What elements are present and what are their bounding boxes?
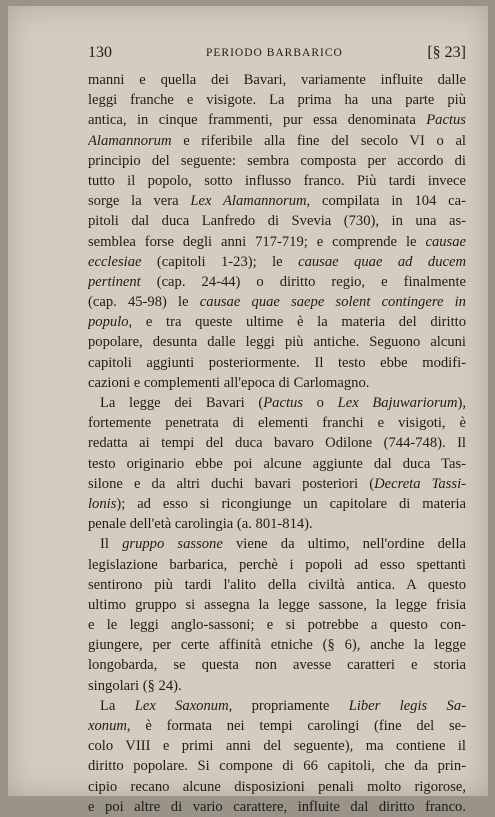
text-line: semblea forse degli anni 717-719; e comprende le causae [88,233,466,250]
text-line: diritto popolare. Si compone di 66 capitoli, che da prin- [88,758,466,775]
text-line: e le leggi anglo-sassoni; e si potrebbe a questo con- [88,617,466,634]
text-line: legislazione barbarica, perchè i popoli ad esso spettanti [88,556,466,573]
text-line: Alamannorum e riferibile alla fine del secolo VI o al [88,132,466,149]
text-line: singolari (§ 24). [88,677,182,694]
body-text [88,70,466,817]
text-line: ultimo gruppo si assegna la legge sassone, la legge frisia [88,596,466,613]
book-page [8,6,488,815]
text-line: cipio recano alcune disposizioni penali molto rigorose, [88,778,466,795]
running-title: PERIODO BARBARICO [206,47,343,59]
text-line: cazioni e complementi all'epoca di Carlomagno. [88,374,370,391]
text-line: (cap. 45-98) le causae quae saepe solent contingere in [88,294,466,311]
text-line: ecclesiae (capitoli 1-23); le causae quae ad ducem [88,253,466,270]
text-line: testo originario ebbe poi alcune aggiunte dal duca Tas- [88,455,466,472]
page-number: 130 [88,44,112,61]
text-line: leggi franche e visigote. La prima ha una parte più [88,92,466,109]
text-line: giungere, per certe affinità etniche (§ 6), anche la legge [88,637,466,654]
text-line: principio del seguente: sembra composta per accordo di [88,152,466,169]
text-line: tutto il popolo, sotto influsso franco. Più tardi invece [88,172,466,189]
text-line: colo VIII e primi anni del seguente), ma contiene il [88,738,466,755]
text-line: pertinent (cap. 24-44) o diritto regio, e finalmente [88,273,466,290]
text-line: longobarda, se questa non avesse caratteri e storia [88,657,466,674]
text-line: sorge la vera Lex Alamannorum, compilata in 104 ca- [88,193,466,210]
text-line: redatta ai tempi del duca bavaro Odilone (744-748). Il [88,435,466,452]
text-line: silone e da altri duchi bavari posteriori (Decreta Tassi- [88,475,466,492]
text-line: xonum, è formata nei tempi carolingi (fine del se- [88,718,466,734]
text-line: manni e quella dei Bavari, variamente influite dalle [88,72,466,88]
text-line: Il gruppo sassone viene da ultimo, nell'ordine della [100,536,466,553]
text-line: e poi altre di vario carattere, influite dal diritto franco. [88,798,466,815]
text-line: sentirono più tardi l'alito della civiltà antica. A questo [88,576,466,593]
text-line: antica, in cinque frammenti, pur essa denominata Pactus [88,112,466,129]
text-line: fortemente penetrata di elementi franchi e visigoti, è [88,415,466,432]
text-line: La Lex Saxonum, propriamente Liber legis Sa- [100,697,466,714]
text-line: popolare, desunta dalle leggi più antiche. Seguono alcuni [88,334,466,351]
text-line: pitoli dal duca Lanfredo di Svevia (730), in una as- [88,213,466,230]
text-line: penale dell'età carolingia (a. 801-814). [88,516,313,533]
section-mark: [§ 23] [427,44,466,61]
text-line: La legge dei Bavari (Pactus o Lex Bajuwariorum), [100,395,466,411]
text-line: populo, e tra queste ultime è la materia del diritto [88,314,466,331]
text-line: lonis); ad esso si ricongiunge un capitolare di materia [88,495,466,512]
text-line: capitoli aggiunti posteriormente. Il testo ebbe modifi- [88,354,466,371]
page-header [88,44,466,66]
